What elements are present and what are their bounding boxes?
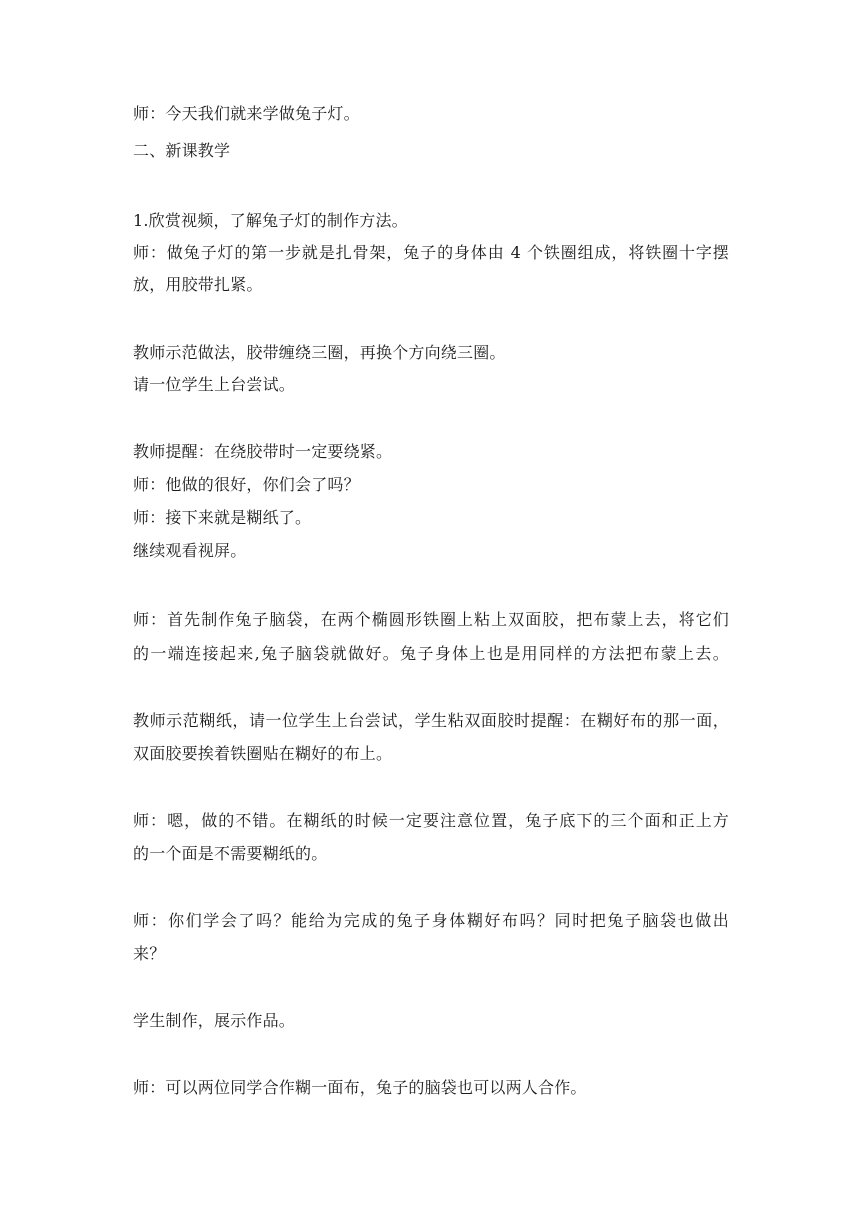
paragraph-line: 的一个面是不需要糊纸的。	[133, 844, 328, 863]
paragraph-line: 双面胶要挨着铁圈贴在糊好的布上。	[133, 744, 393, 763]
step-heading: 1.欣赏视频，了解兔子灯的制作方法。	[133, 211, 408, 230]
section-heading: 二、新课教学	[133, 141, 231, 160]
paragraph-line: 师：首先制作兔子脑袋，在两个椭圆形铁圈上粘上双面胶，把布蒙上去，将它们	[133, 610, 729, 629]
paragraph-line: 师：做兔子灯的第一步就是扎骨架，兔子的身体由 4 个铁圈组成，将铁圈十字摆	[133, 243, 729, 262]
paragraph-line: 来？	[133, 944, 166, 963]
paragraph-line: 继续观看视屏。	[133, 541, 247, 560]
paragraph-line: 师：接下来就是糊纸了。	[133, 508, 312, 527]
paragraph-line: 教师示范做法，胶带缠绕三圈，再换个方向绕三圈。	[133, 343, 506, 362]
paragraph-line: 教师示范糊纸，请一位学生上台尝试，学生粘双面胶时提醒：在糊好布的那一面，	[133, 711, 729, 730]
paragraph-line: 师：你们学会了吗？能给为完成的兔子身体糊好布吗？同时把兔子脑袋也做出	[133, 911, 729, 930]
paragraph-line: 师：可以两位同学合作糊一面布，兔子的脑袋也可以两人合作。	[133, 1078, 587, 1097]
paragraph-line: 师：嗯，做的不错。在糊纸的时候一定要注意位置，兔子底下的三个面和正上方	[133, 811, 729, 830]
paragraph-line: 师：他做的很好，你们会了吗？	[133, 475, 360, 494]
paragraph-line: 师：今天我们就来学做兔子灯。	[133, 104, 360, 123]
paragraph-line: 请一位学生上台尝试。	[133, 375, 296, 394]
paragraph-line: 的一端连接起来,兔子脑袋就做好。兔子身体上也是用同样的方法把布蒙上去。	[133, 644, 729, 663]
paragraph-line: 教师提醒：在绕胶带时一定要绕紧。	[133, 442, 393, 461]
paragraph-line: 放，用胶带扎紧。	[133, 275, 263, 294]
paragraph-line: 学生制作，展示作品。	[133, 1011, 296, 1030]
